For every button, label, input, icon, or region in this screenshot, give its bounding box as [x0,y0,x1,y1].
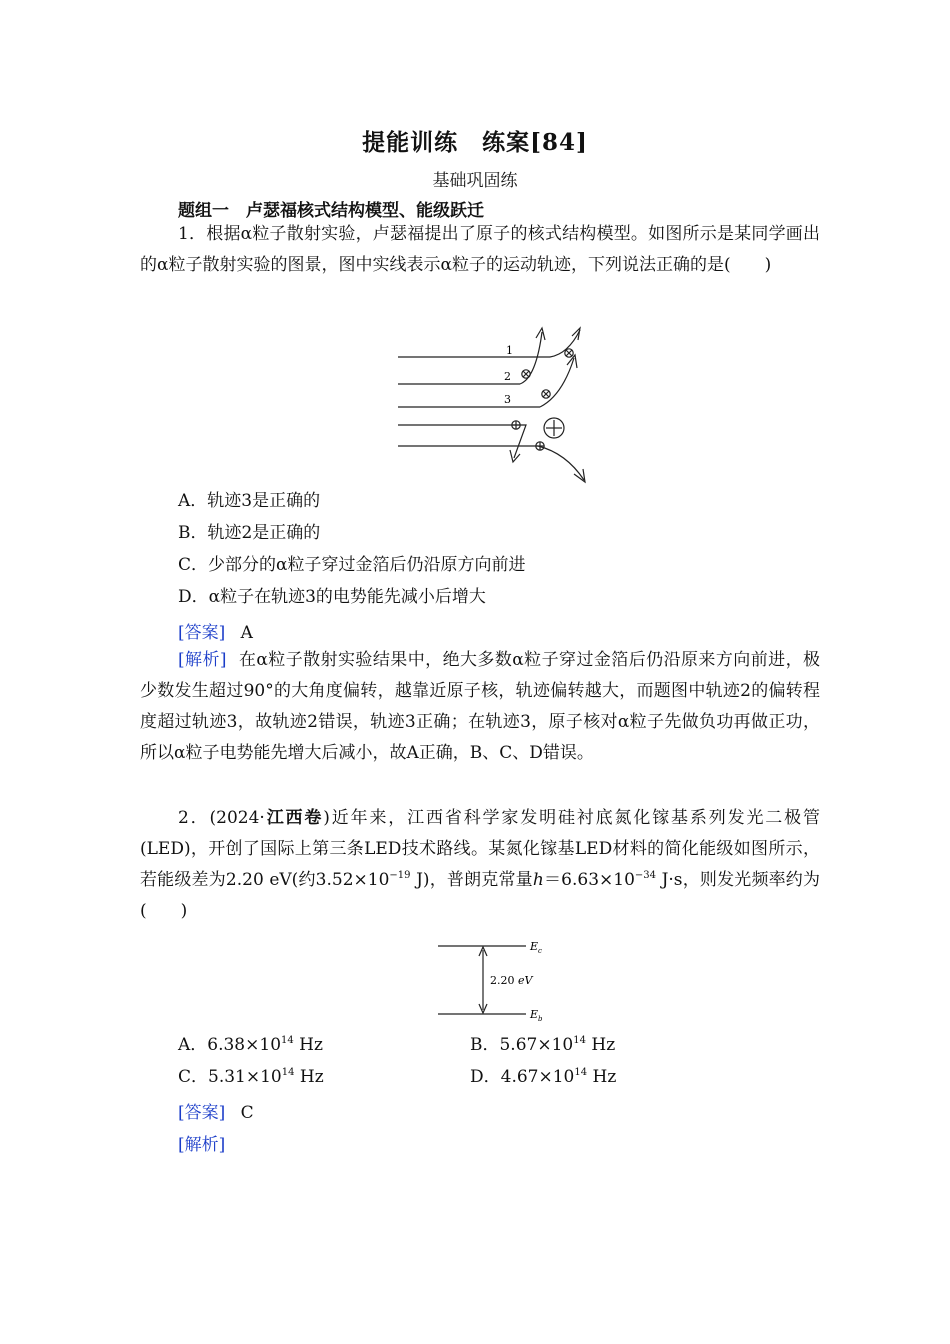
trajectory-label-3: 3 [504,393,511,406]
q2-stem-part-2: J)，普朗克常量 [410,870,533,890]
energy-gap-label: 2.20 eV [490,974,533,987]
alpha-scattering-figure [390,318,600,484]
q2-option-d: D．$4.67\times 10^{14}$ Hz [470,1067,617,1087]
energy-level-figure [430,936,560,1024]
q1-option-d: D．α粒子在轨迹3的电势能先减小后增大 [178,587,486,607]
q2-option-a: A．$6.38\times 10^{14}$ Hz [178,1035,323,1055]
q2-source-close: ) [323,808,330,828]
level-eb-label: $E_b$ [530,1008,543,1023]
page-subtitle: 基础巩固练 [432,171,518,191]
page-title: 提能训练 练案[84] [362,129,588,156]
q2-analysis [178,1130,225,1155]
q1-answer [178,618,253,643]
q2-source-name: 江西卷 [264,808,324,828]
q1-option-c: C．少部分的α粒子穿过金箔后仍沿原方向前进 [178,555,526,575]
q2-stem [140,803,820,927]
q2-option-b: B．$5.67\times 10^{14}$ Hz [470,1035,616,1055]
q2-stem-part-4: J·s，则发光频率约为( ) [140,870,820,921]
q2-exponent-1: −19 [389,870,411,881]
q2-planck-symbol: h [532,870,544,890]
trajectory-label-1: 1 [506,344,513,357]
q2-answer-value: C [240,1103,254,1123]
section-group-title: 题组一 卢瑟福核式结构模型、能级跃迁 [178,201,484,221]
q2-exponent-2: −34 [634,870,656,881]
q2-stem-part-1: 近年来，江西省科学家发明硅衬底氮化镓基系列发光二极管(LED)，开创了国际上第三条LED技术路线。某氮化镓基LED材料的简化能级如图所示，若能级差为2.20 eV(约3.52×10 [140,808,821,890]
q2-answer-tag: [答案] [178,1103,226,1123]
level-ec-label: $E_c$ [530,940,542,955]
q1-option-b: B．轨迹2是正确的 [178,523,321,543]
q2-stem-part-3: ＝6.63×10 [543,870,635,890]
trajectory-label-2: 2 [504,370,511,383]
q1-answer-value: A [240,623,253,643]
q1-answer-tag: [答案] [178,623,226,643]
q1-option-a: A．轨迹3是正确的 [178,491,321,511]
q1-stem: 1．根据α粒子散射实验，卢瑟福提出了原子的核式结构模型。如图所示是某同学画出的α粒子散射实验的图景，图中实线表示α粒子的运动轨迹，下列说法正确的是( ) [140,224,820,275]
q2-number: 2． [178,808,210,828]
q1-analysis-tag: [解析] [178,650,227,670]
q2-source-open: (2024· [209,808,265,828]
q1-analysis-text: 在α粒子散射实验结果中，绝大多数α粒子穿过金箔后仍沿原来方向前进，极少数发生超过90°的大角度偏转，越靠近原子核，轨迹偏转越大，而题图中轨迹2的偏转程度超过轨迹3，故轨迹2错误，轨迹3正确；在轨迹3，原子核对α粒子先做负功再做正功，所以α粒子电势能先增大后减小，故A正确，B、C、D错误。 [140,650,820,763]
q2-option-c: C．$5.31\times 10^{14}$ Hz [178,1067,324,1087]
q2-analysis-tag: [解析] [178,1135,226,1155]
q1-analysis [140,645,820,769]
q2-answer [178,1098,254,1123]
